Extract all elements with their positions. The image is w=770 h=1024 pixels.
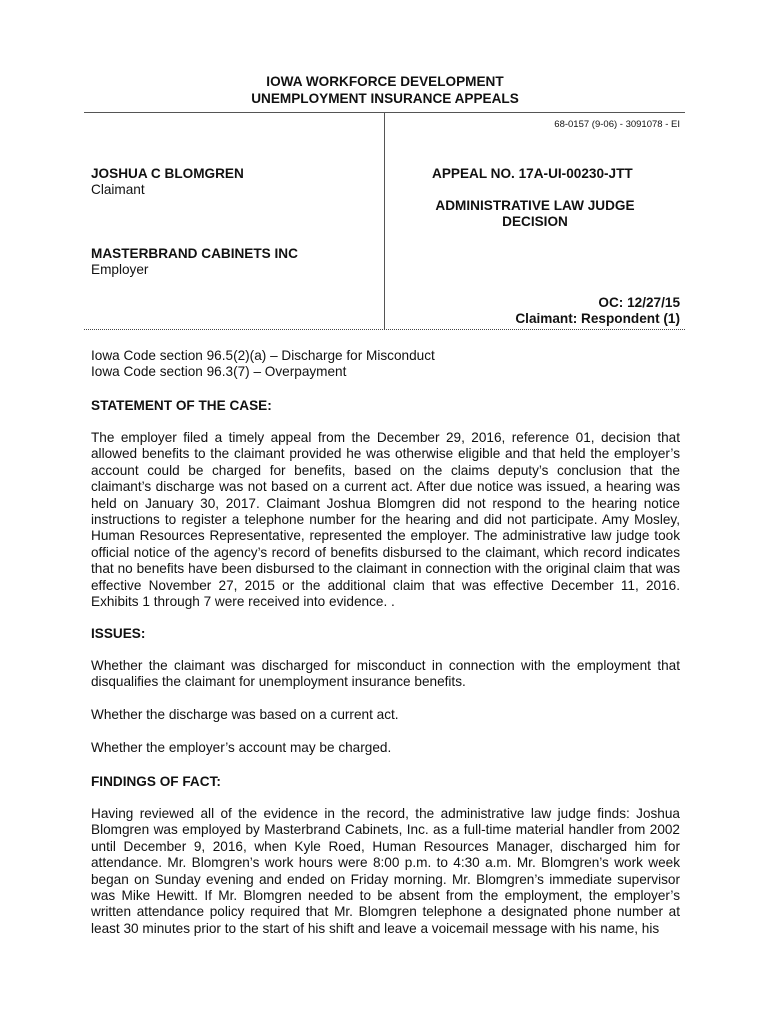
employer-role: Employer: [91, 262, 149, 278]
code-section: Iowa Code section 96.5(2)(a) – Discharge for Misconduct: [91, 348, 435, 363]
employer-block: [91, 246, 298, 279]
issues-heading: ISSUES:: [91, 626, 146, 641]
code-sections: [91, 348, 680, 381]
claimant-role: Claimant: [91, 182, 145, 198]
oc-block: [515, 295, 680, 328]
findings-paragraph: Having reviewed all of the evidence in the record, the administrative law judge finds: Joshua Blomgren was employed by Masterbrand Cabinets, Inc. as a full-time material handler from 2002 until December 9, 2016, when Kyle Roed, Human Resources Manager, discharged him for attendance. Mr. Blomgren’s work hours were 8:00 p.m. to 4:30 a.m. Mr. Blomgren’s work week began on Sunday evening and ended on Friday morning. Mr. Blomgren’s immediate supervisor was Mike Hewitt. If Mr. Blomgren needed to be absent from the employment, the employer’s written attendance policy required that Mr. Blomgren telephone a designated phone number at least 30 minutes prior to the start of his shift and leave a voicemail message with his name, his: [91, 806, 680, 936]
issue-item: Whether the employer’s account may be charged.: [91, 740, 392, 755]
claimant-status: Claimant: Respondent (1): [515, 311, 680, 327]
caption-divider: [384, 112, 385, 329]
agency-header: [0, 73, 770, 107]
decision-title-line2: DECISION: [502, 214, 568, 230]
findings-heading: FINDINGS OF FACT:: [91, 774, 221, 789]
statement-paragraph: The employer filed a timely appeal from the December 29, 2016, reference 01, decision that allowed benefits to the claimant provided he was otherwise eligible and that held the employer’s account could be charged for benefits, based on the claims deputy’s conclusion that the claimant’s discharge was not based on a current act. After due notice was issued, a hearing was held on January 30, 2017. Claimant Joshua Blomgren did not respond to the hearing notice instructions to register a telephone number for the hearing and did not participate. Amy Mosley, Human Resources Representative, represented the employer. The administrative law judge took official notice of the agency’s record of benefits disbursed to the claimant, which record indicates that no benefits have been disbursed to the claimant in connection with the original claim that was effective November 27, 2015 or the additional claim that was effective December 11, 2016. Exhibits 1 through 7 were received into evidence. .: [91, 430, 680, 610]
oc-date: OC: 12/27/15: [598, 295, 680, 310]
code-section: Iowa Code section 96.3(7) – Overpayment: [91, 364, 347, 380]
issue-item: Whether the claimant was discharged for misconduct in connection with the employment that disqualifies the claimant for unemployment insurance benefits.: [91, 658, 680, 690]
employer-name: MASTERBRAND CABINETS INC: [91, 246, 298, 261]
decision-title-line1: ADMINISTRATIVE LAW JUDGE: [435, 198, 635, 213]
appeal-number: APPEAL NO. 17A-UI-00230-JTT: [432, 166, 633, 181]
decision-title: [400, 198, 670, 231]
form-number: 68-0157 (9-06) - 3091078 - EI: [554, 119, 680, 130]
statement-heading: STATEMENT OF THE CASE:: [91, 398, 272, 413]
agency-name: IOWA WORKFORCE DEVELOPMENT: [266, 74, 504, 89]
header-rule-bottom: [84, 329, 685, 330]
claimant-block: [91, 166, 244, 199]
issue-item: Whether the discharge was based on a current act.: [91, 707, 399, 722]
agency-division: UNEMPLOYMENT INSURANCE APPEALS: [251, 91, 519, 106]
claimant-name: JOSHUA C BLOMGREN: [91, 166, 244, 181]
